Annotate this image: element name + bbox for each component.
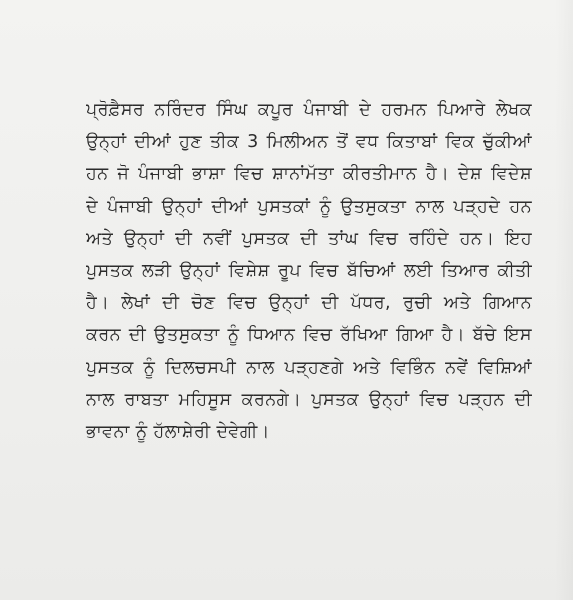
paragraph-line: ਕਰਨ ਦੀ ਉਤਸੁਕਤਾ ਨੂੰ ਧਿਆਨ ਵਿਚ ਰੱਖਿਆ ਗਿਆ ਹੈ। ਬੱਚੇ ਇਸ — [86, 325, 532, 346]
paragraph-line: ਪ੍ਰੋਫ਼ੈਸਰ ਨਰਿੰਦਰ ਸਿੰਘ ਕਪੂਰ ਪੰਜਾਬੀ ਦੇ ਹਰਮਨ ਪਿਆਰੇ ਲੇਖਕ — [86, 100, 532, 120]
page-edge-shadow — [555, 0, 573, 600]
paragraph-line: ਅਤੇ ਉਨ੍ਹਾਂ ਦੀ ਨਵੀਂ ਪੁਸਤਕ ਦੀ ਤਾਂਘ ਵਿਚ ਰਹਿੰਦੇ ਹਨ। ਇਹ — [86, 228, 532, 249]
blurb-paragraph — [86, 94, 532, 448]
paragraph-line: ਨਾਲ ਰਾਬਤਾ ਮਹਿਸੂਸ ਕਰਨਗੇ। ਪੁਸਤਕ ਉਨ੍ਹਾਂ ਵਿਚ ਪੜ੍ਹਨ ਦੀ — [86, 389, 532, 410]
paragraph-line: ਹੈ। ਲੇਖਾਂ ਦੀ ਚੋਣ ਵਿਚ ਉਨ੍ਹਾਂ ਦੀ ਪੱਧਰ, ਰੁਚੀ ਅਤੇ ਗਿਆਨ — [86, 293, 532, 314]
paragraph-line-last: ਭਾਵਨਾ ਨੂੰ ਹੱਲਾਸ਼ੇਰੀ ਦੇਵੇਗੀ। — [86, 421, 270, 442]
paragraph-line: ਪੁਸਤਕ ਨੂੰ ਦਿਲਚਸਪੀ ਨਾਲ ਪੜ੍ਹਣਗੇ ਅਤੇ ਵਿਭਿੰਨ ਨਵੇਂ ਵਿਸ਼ਿਆਂ — [86, 357, 532, 378]
paragraph-line: ਦੇ ਪੰਜਾਬੀ ਉਨ੍ਹਾਂ ਦੀਆਂ ਪੁਸਤਕਾਂ ਨੂੰ ਉਤਸੁਕਤਾ ਨਾਲ ਪੜ੍ਹਦੇ ਹਨ — [86, 196, 532, 217]
paragraph-line: ਪੁਸਤਕ ਲੜੀ ਉਨ੍ਹਾਂ ਵਿਸ਼ੇਸ਼ ਰੂਪ ਵਿਚ ਬੱਚਿਆਂ ਲਈ ਤਿਆਰ ਕੀਤੀ — [86, 260, 532, 281]
paragraph-line: ਉਨ੍ਹਾਂ ਦੀਆਂ ਹੁਣ ਤੀਕ 3 ਮਿਲੀਅਨ ਤੋਂ ਵਧ ਕਿਤਾਬਾਂ ਵਿਕ ਚੁੱਕੀਆਂ — [86, 132, 532, 153]
paragraph-line: ਹਨ ਜੋ ਪੰਜਾਬੀ ਭਾਸ਼ਾ ਵਿਚ ਸ਼ਾਨਾਂਮੱਤਾ ਕੀਰਤੀਮਾਨ ਹੈ। ਦੇਸ਼ ਵਿਦੇਸ਼ — [86, 164, 532, 185]
